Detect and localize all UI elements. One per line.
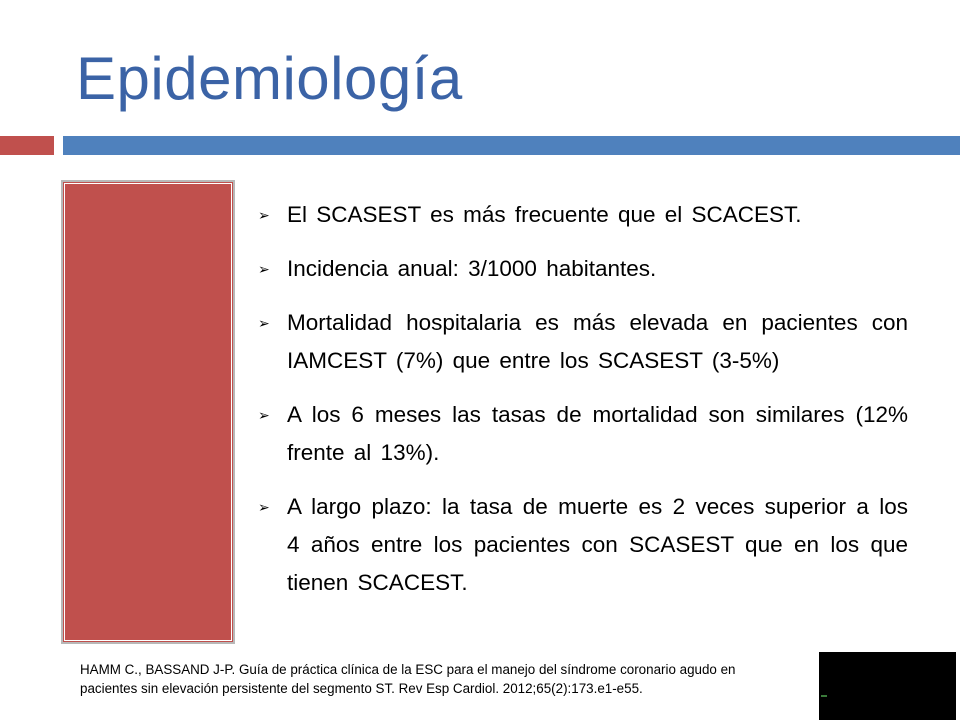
bullet-item: [258, 250, 908, 288]
bullet-item: [258, 196, 908, 234]
bullet-text: El SCASEST es más frecuente que el SCACEST.: [287, 202, 802, 227]
chevron-right-icon: ➢: [258, 261, 270, 277]
bullet-item: [258, 304, 908, 380]
chevron-right-icon: ➢: [258, 407, 270, 423]
bullet-text: Incidencia anual: 3/1000 habitantes.: [287, 256, 657, 281]
slide-title: Epidemiología: [76, 45, 463, 112]
chevron-right-icon: ➢: [258, 207, 270, 223]
chevron-right-icon: ➢: [258, 499, 270, 515]
red-side-panel: [61, 180, 235, 644]
reference-footnote: HAMM C., BASSAND J-P. Guía de práctica clínica de la ESC para el manejo del síndrome coronario agudo en pacientes sin elevación persistente del segmento ST. Rev Esp Cardiol. 2012;65(2):173.e1-e55.: [80, 662, 736, 696]
bullet-item: [258, 488, 908, 602]
bullet-text: A los 6 meses las tasas de mortalidad son similares (12% frente al 13%).: [287, 402, 908, 465]
chevron-right-icon: ➢: [258, 315, 270, 331]
bullet-text: A largo plazo: la tasa de muerte es 2 veces superior a los 4 años entre los pacientes con SCASEST que en los que tienen SCACEST.: [287, 494, 908, 595]
bullet-text: Mortalidad hospitalaria es más elevada en pacientes con IAMCEST (7%) que entre los SCASEST (3-5%): [287, 310, 908, 373]
red-accent-bar: [0, 136, 54, 155]
bullet-item: [258, 396, 908, 472]
dark-corner-box: [819, 652, 956, 720]
bullet-list: [258, 196, 908, 618]
blue-accent-bar: [63, 136, 960, 155]
green-mark: [821, 695, 827, 697]
